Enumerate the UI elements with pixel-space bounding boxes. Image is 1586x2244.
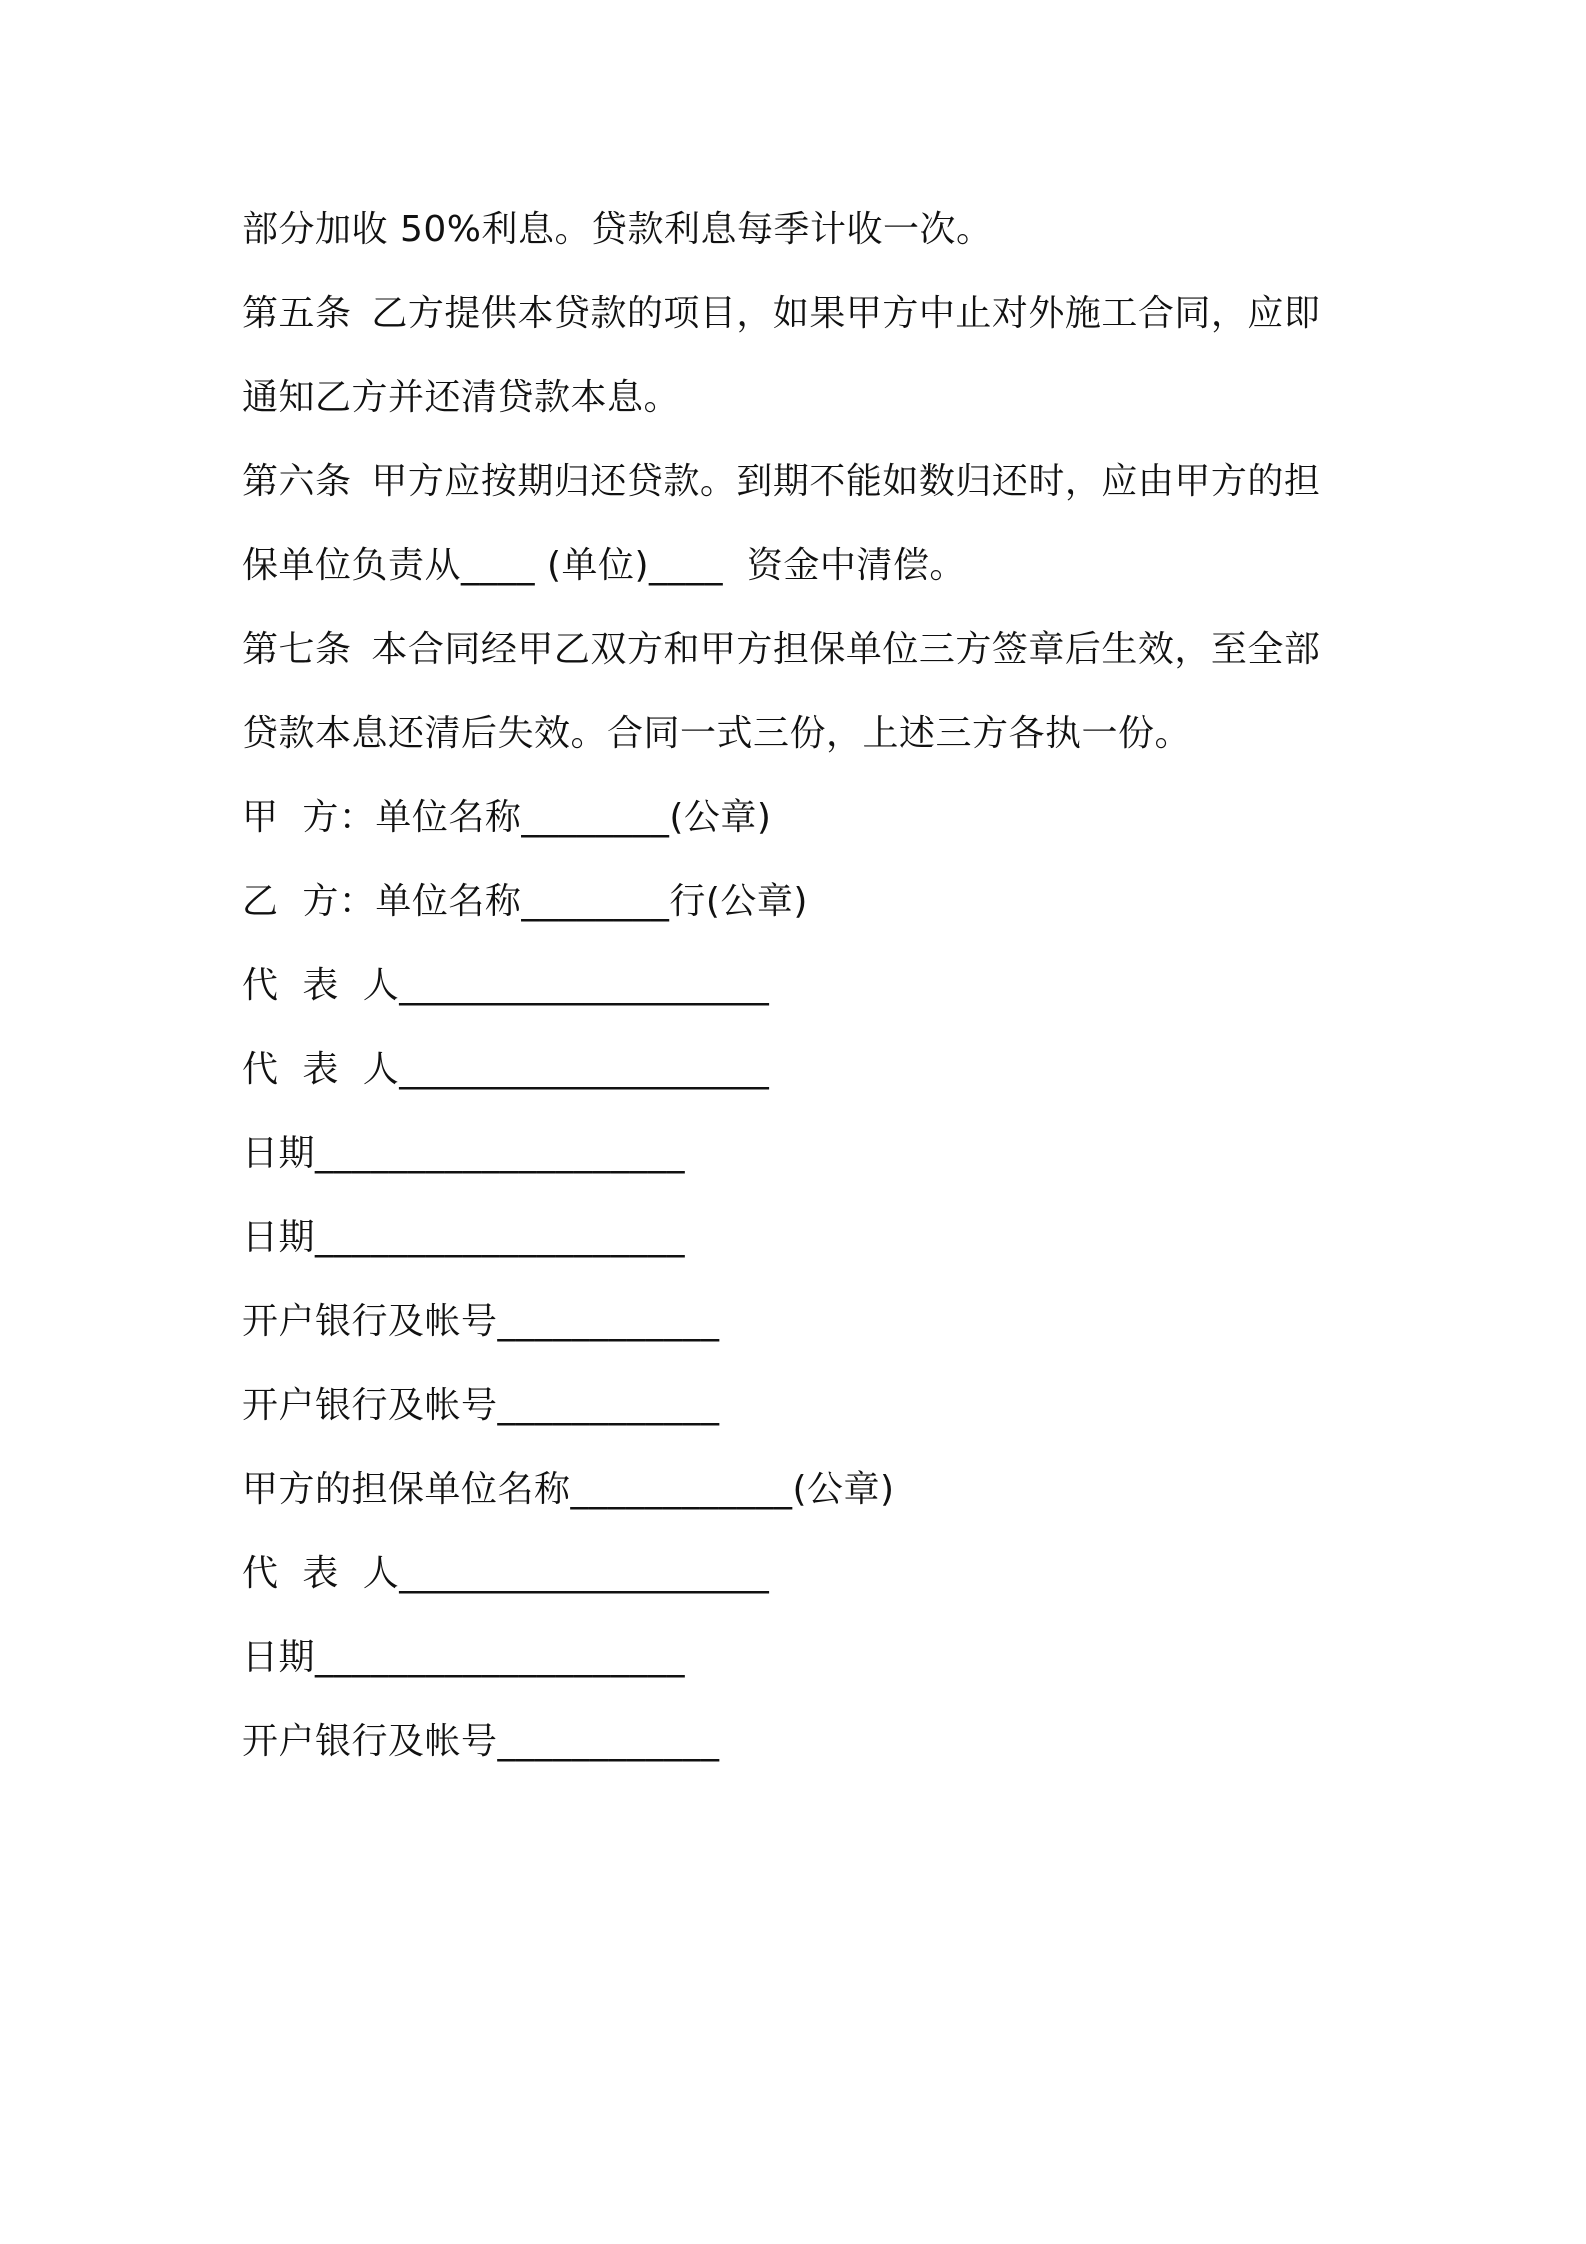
article-5-number: 第五条	[242, 293, 352, 334]
party-b-name-field: 乙 方：单位名称________行(公章)	[242, 881, 808, 922]
party-b-date-field: 日期____________________	[242, 1217, 686, 1258]
article-5-text-1: 乙方提供本贷款的项目，如果甲方中止对外施工合同，应即	[371, 293, 1321, 334]
article-7-number: 第七条	[242, 629, 352, 670]
party-a-bank-account-field: 开户银行及帐号____________	[242, 1301, 720, 1342]
party-a-representative-field: 代 表 人____________________	[242, 965, 770, 1006]
guarantor-date-field: 日期____________________	[242, 1637, 686, 1678]
article-5-line-1	[242, 289, 1320, 339]
guarantor-bank-account-field: 开户银行及帐号____________	[242, 1721, 720, 1762]
guarantor-name-field: 甲方的担保单位名称____________(公章)	[242, 1469, 895, 1510]
article-6-text-1: 甲方应按期归还贷款。到期不能如数归还时，应由甲方的担	[371, 461, 1321, 502]
party-b-representative-field: 代 表 人____________________	[242, 1049, 770, 1090]
article-7-text-1: 本合同经甲乙双方和甲方担保单位三方签章后生效，至全部	[371, 629, 1321, 670]
party-a-date-field: 日期____________________	[242, 1133, 686, 1174]
article-6-line-1	[242, 457, 1320, 507]
guarantor-representative-field: 代 表 人____________________	[242, 1553, 770, 1594]
clause-4-continuation: 部分加收 50%利息。贷款利息每季计收一次。	[242, 209, 993, 250]
article-7-line-1	[242, 625, 1320, 675]
article-7-line-2: 贷款本息还清后失效。合同一式三份，上述三方各执一份。	[242, 713, 1192, 754]
party-b-bank-account-field: 开户银行及帐号____________	[242, 1385, 720, 1426]
party-a-name-field: 甲 方：单位名称________(公章)	[242, 797, 772, 838]
article-5-line-2: 通知乙方并还清贷款本息。	[242, 377, 681, 418]
article-6-line-2: 保单位负责从____ (单位)____ 资金中清偿。	[242, 545, 966, 586]
article-6-number: 第六条	[242, 461, 352, 502]
